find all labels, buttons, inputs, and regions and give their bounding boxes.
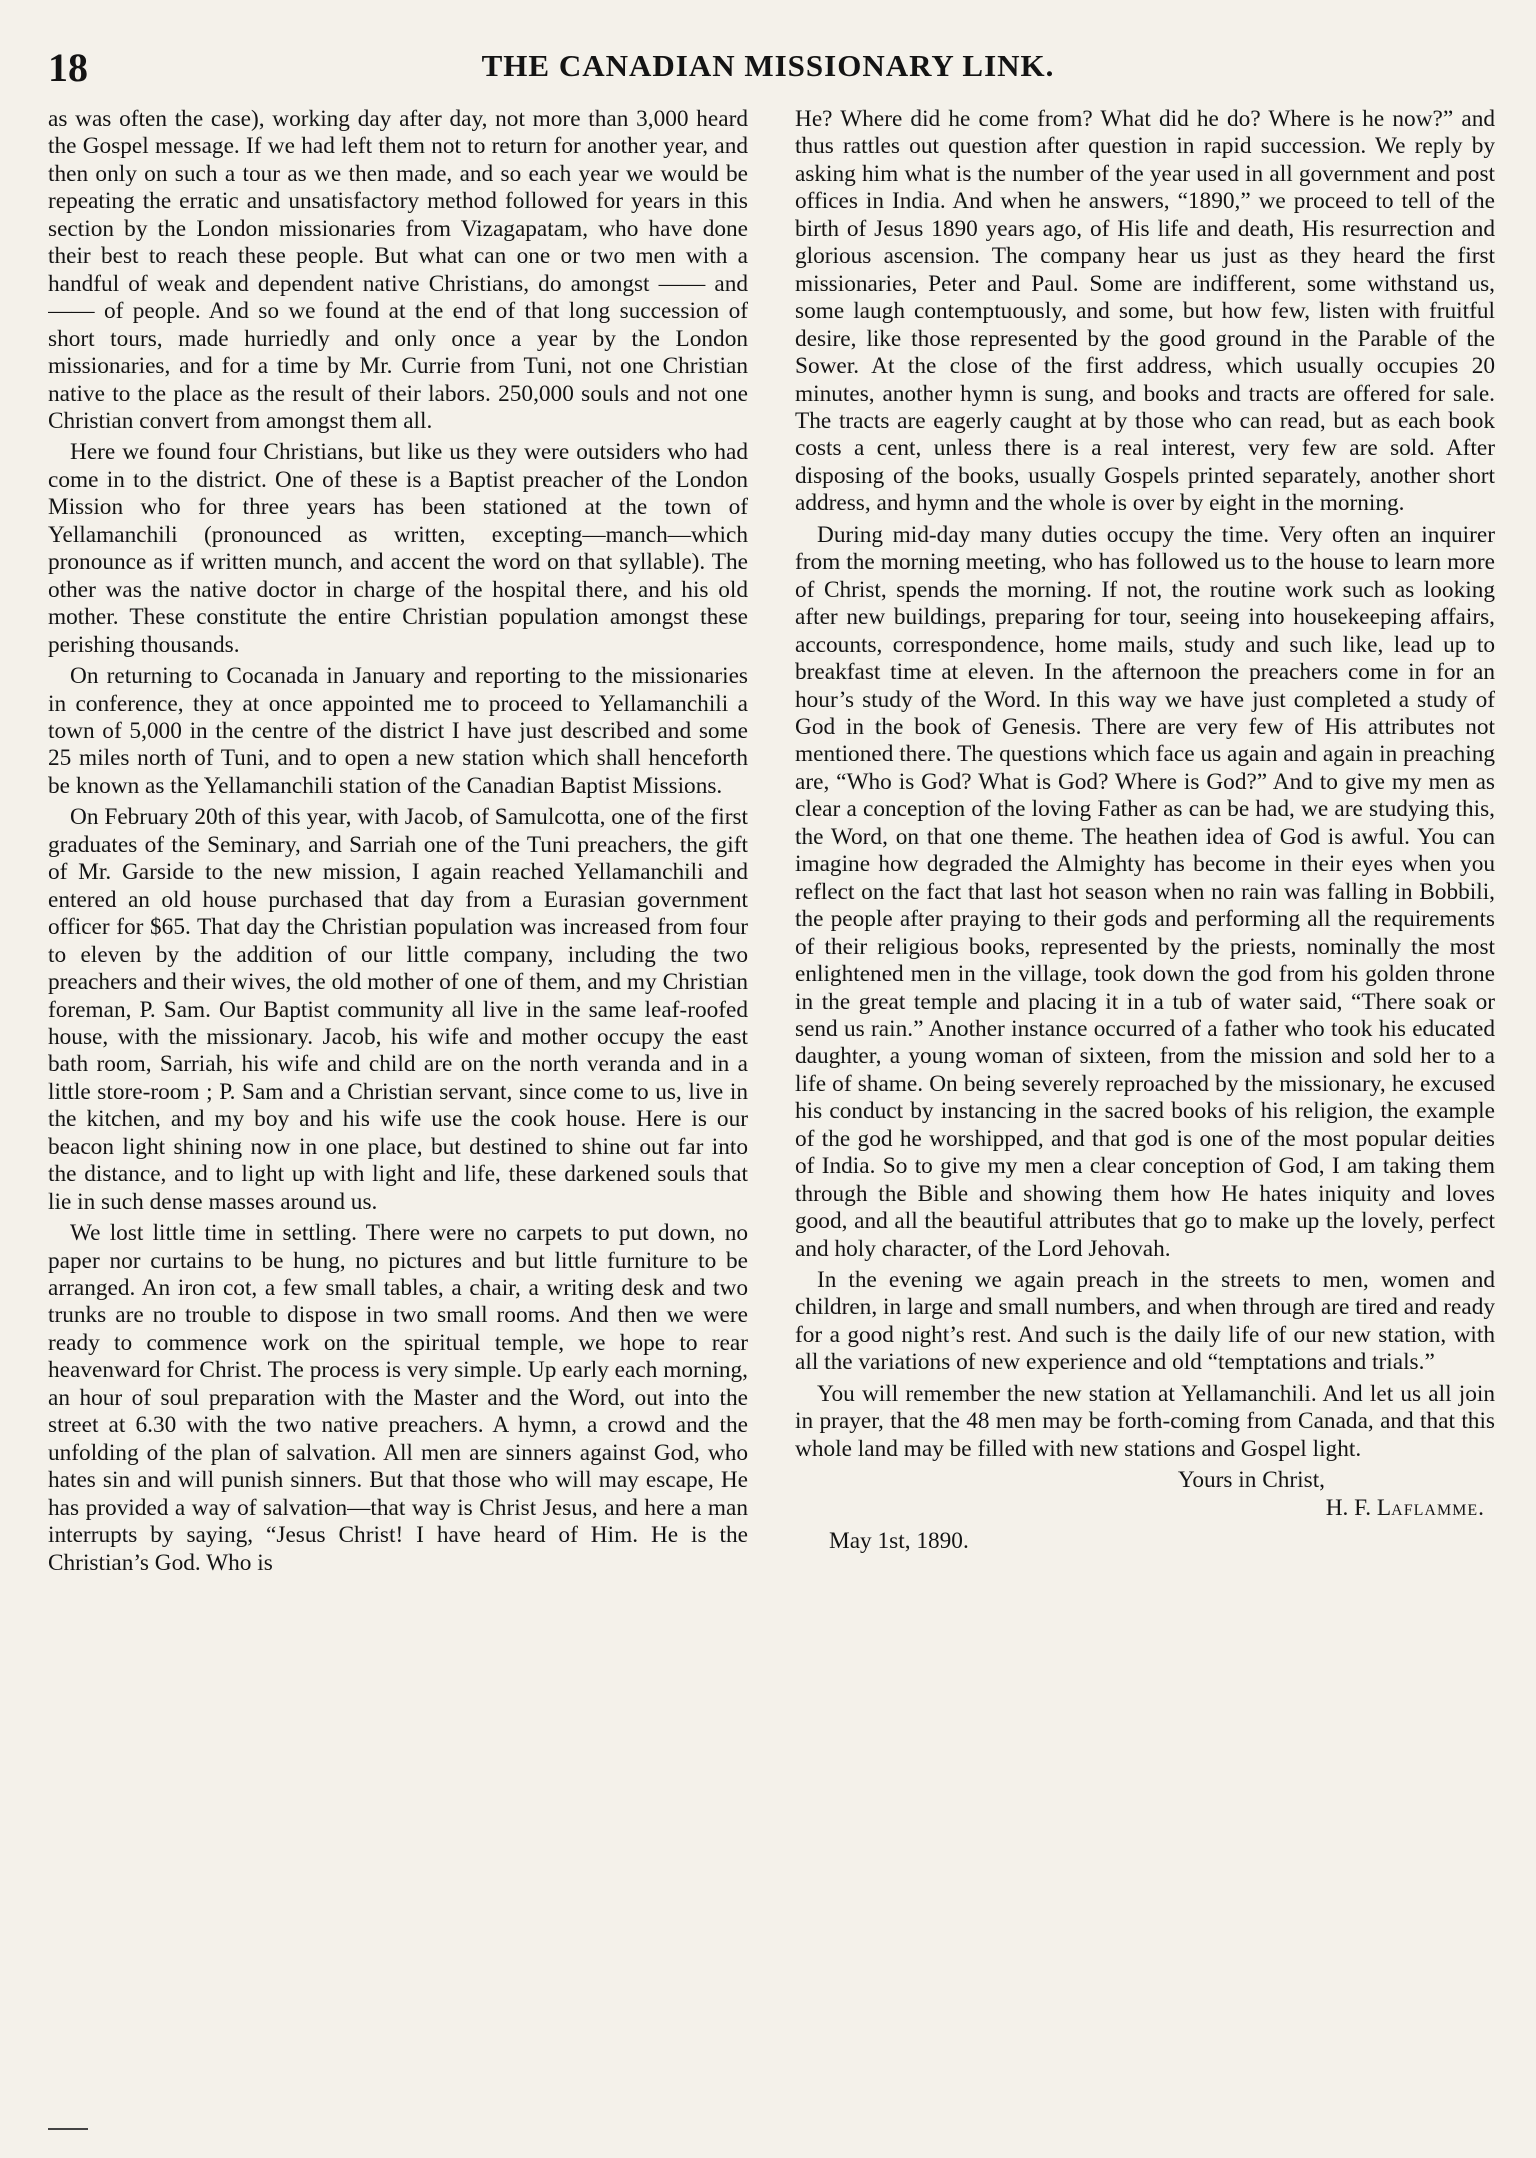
running-title: THE CANADIAN MISSIONARY LINK. (481, 48, 1055, 83)
letter-closing (795, 1467, 1495, 1555)
paragraph: In the evening we again preach in the streets to men, women and children, in large and small numbers, and when through are tired and ready for a good night’s rest. And such is the daily life of our new station, with all the variations of new experience and old “temptations and trials.” (795, 1267, 1495, 1376)
paragraph: as was often the case), working day after day, not more than 3,000 heard the Gospel message. If we had left them not to return for another year, and then only on such a tour as we then made, and so each year we would be repeating the erratic and unsatisfactory method followed for years in this section by the London missionaries from Vizagapatam, who have done their best to reach these people. But what can one or two men with a handful of weak and dependent native Christians, do amongst —— and —— of people. And so we found at the end of that long succession of short tours, made hurriedly and only once a year by the London missionaries, and for a time by Mr. Currie from Tuni, not one Christian native to the place as the result of their labors. 250,000 souls and not one Christian convert from amongst them all. (48, 106, 748, 434)
bottom-rule (48, 2128, 88, 2130)
page-header (48, 40, 1488, 96)
paragraph: On February 20th of this year, with Jacob, of Samulcotta, one of the first graduates of the Seminary, and Sarriah one of the Tuni preachers, the gift of Mr. Garside to the new mission, I again reached Yellamanchili and entered an old house purchased that day from a Eurasian government officer for $65. That day the Christian population was increased from four to eleven by the addition of our little company, including the two preachers and their wives, the old mother of one of them, and my Christian foreman, P. Sam. Our Baptist community all live in the same leaf-roofed house, with the missionary. Jacob, his wife and mother occupy the east bath room, Sarriah, his wife and child are on the north veranda and in a little store-room ; P. Sam and a Christian servant, since come to us, live in the kitchen, and my boy and his wife use the cook house. Here is our beacon light shining now in one place, but destined to shine out far into the distance, and to light up with light and life, these darkened souls that lie in such dense masses around us. (48, 804, 748, 1215)
paragraph: You will remember the new station at Yellamanchili. And let us all join in prayer, that the 48 men may be forth-coming from Canada, and that this whole land may be filled with new stations and Gospel light. (795, 1380, 1495, 1462)
signature-surname: aflamme. (1391, 1494, 1485, 1521)
letter-date: May 1st, 1890. (829, 1528, 969, 1555)
signature (795, 1495, 1495, 1522)
paragraph: During mid-day many duties occupy the time. Very often an inquirer from the morning meeting, who has followed us to the house to learn more of Christ, spends the morning. If not, the routine work such as looking after new buildings, preparing for tour, seeing into housekeeping affairs, accounts, correspondence, home mails, study and such like, lead up to breakfast time at eleven. In the afternoon the preachers come in for an hour’s study of the Word. In this way we have just completed a study of God in the book of Genesis. There are very few of His attributes not mentioned there. The questions which face us again and again in preaching are, “Who is God? What is God? Where is God?” And to give my men as clear a conception of the loving Father as can be had, we are studying this, the Word, on that one theme. The heathen idea of God is awful. You can imagine how degraded the Almighty has become in their eyes when you reflect on the fact that last hot season when no rain was falling in Bobbili, the people after praying to their gods and performing all the requirements of their religious books, represented by the priests, nominally the most enlightened men in the village, took down the god from his golden throne in the great temple and placing it in a tub of water said, “There soak or send us rain.” Another instance occurred of a father who took his educated daughter, a young woman of sixteen, from the mission and sold her to a life of shame. On being severely reproached by the missionary, he excused his conduct by instancing in the sacred books of his religion, the example of the god he worshipped, and that god is one of the most popular deities of India. So to give my men a clear conception of God, I am taking them through the Bible and showing them how He hates iniquity and loves good, and all the beautiful attributes that go to make up the lovely, perfect and holy character, of the Lord Jehovah. (795, 521, 1495, 1262)
paragraph: Here we found four Christians, but like us they were outsiders who had come in to the district. One of these is a Baptist preacher of the London Mission who for three years has been stationed at the town of Yellamanchili (pronounced as written, excepting—manch—which pronounce as if written munch, and accent the word on that syllable). The other was the native doctor in charge of the hospital there, and his old mother. These constitute the entire Christian population amongst these perishing thousands. (48, 439, 748, 658)
paragraph: On returning to Cocanada in January and reporting to the missionaries in conference, they at once appointed me to proceed to Yellamanchili a town of 5,000 in the centre of the district I have just described and some 25 miles north of Tuni, and to open a new station which shall henceforth be known as the Yellamanchili station of the Canadian Baptist Missions. (48, 663, 748, 799)
page-number: 18 (48, 45, 88, 90)
right-column (795, 106, 1495, 2106)
signature-initials: H. F. L (1325, 1494, 1392, 1521)
paragraph: He? Where did he come from? What did he do? Where is he now?” and thus rattles out question after question in rapid succession. We reply by asking him what is the number of the year used in all government and post offices in India. And when he answers, “1890,” we proceed to tell of the birth of Jesus 1890 years ago, of His life and death, His resurrection and glorious ascension. The company hear us just as they heard the first missionaries, Peter and Paul. Some are indifferent, some withstand us, some laugh contemptuously, and some, but how few, listen with fruitful desire, like those represented by the good ground in the Parable of the Sower. At the close of the first address, which usually occupies 20 minutes, another hymn is sung, and books and tracts are offered for sale. The tracts are eagerly caught at by those who can read, but as each book costs a cent, unless there is a real interest, very few are sold. After disposing of the books, usually Gospels printed separately, another short address, and hymn and the whole is over by eight in the morning. (795, 106, 1495, 517)
left-column (48, 106, 748, 2106)
paragraph: We lost little time in settling. There were no carpets to put down, no paper nor curtains to be hung, no pictures and but little furniture to be arranged. An iron cot, a few small tables, a chair, a writing desk and two trunks are no trouble to dispose in two small rooms. And then we were ready to commence work on the spiritual temple, we hope to rear heavenward for Christ. The process is very simple. Up early each morning, an hour of soul preparation with the Master and the Word, out into the street at 6.30 with the two native preachers. A hymn, a crowd and the unfolding of the plan of salvation. All men are sinners against God, who hates sin and will punish sinners. But that those who will may escape, He has provided a way of salvation—that way is Christ Jesus, and here a man interrupts by saying, “Jesus Christ! I have heard of Him. He is the Christian’s God. Who is (48, 1220, 748, 1576)
valediction: Yours in Christ, (1177, 1467, 1325, 1494)
